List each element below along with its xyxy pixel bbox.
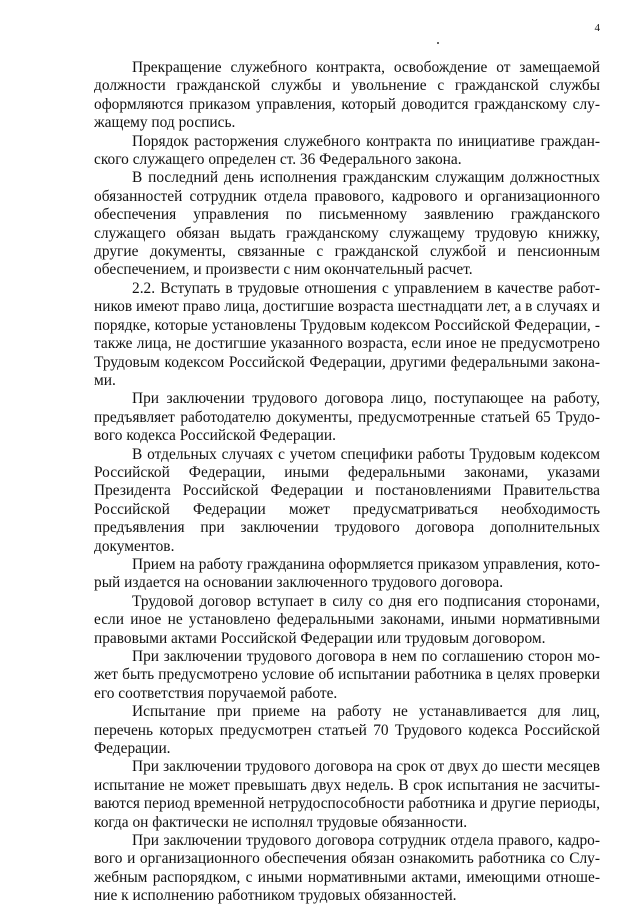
paragraph: При заключении трудового договора лицо, поступающее на работу, предъявляет работодателю документы, предусмотренные статьей 65 Трудового кодекса Российской Федерации.: [94, 390, 600, 445]
paragraph: Испытание при приеме на работу не устанавливается для лиц, перечень которых предусмотрен статьей 70 Трудового кодекса Российской Федерации.: [94, 703, 600, 758]
paragraph: В отдельных случаях с учетом специфики работы Трудовым кодексом Российской Федерации, иными федеральными законами, указами Президента Российской Федерации и постановлениями Правительства Российской Федерации может предусматриваться необходимость предъявления при заключении трудового договора дополнительных документов.: [94, 445, 600, 555]
paragraph: При заключении трудового договора на срок от двух до шести месяцев испытание не может превышать двух недель. В срок испытания не засчитываются период временной нетрудоспособности работника и другие периоды, когда он фактически не исполнял трудовые обязанности.: [94, 758, 600, 831]
paragraph: Прием на работу гражданина оформляется приказом управления, который издается на основании заключенного трудового договора.: [94, 555, 600, 592]
paragraph: Порядок расторжения служебного контракта по инициативе гражданского служащего определен ст. 36 Федерального закона.: [94, 132, 600, 169]
paragraph: При заключении трудового договора сотрудник отдела правого, кадрового и организационного обеспечения обязан ознакомить работника со Служебным распорядком, с иными нормативными актами, имеющими отношение к исполнению работником трудовых обязанностей.: [94, 832, 600, 905]
paragraph: Трудовой договор вступает в силу со дня его подписания сторонами, если иное не установлено федеральными законами, иными нормативными правовыми актами Российской Федерации или трудовым договором.: [94, 592, 600, 647]
paragraph: В последний день исполнения гражданским служащим должностных обязанностей сотрудник отдела правового, кадрового и организационного обеспечения управления по письменному заявлению гражданского служащего обязан выдать гражданскому служащему трудовую книжку, другие документы, связанные с гражданской службой и пенсионным обеспечением, и произвести с ним окончательный расчет.: [94, 169, 600, 279]
paragraph: При заключении трудового договора в нем по соглашению сторон может быть предусмотрено условие об испытании работника в целях проверки его соответствия поручаемой работе.: [94, 648, 600, 702]
paragraph: Прекращение служебного контракта, освобождение от замещаемой должности гражданской службы и увольнение с гражданской службы оформляются приказом управления, который доводится гражданскому служащему под роспись.: [94, 59, 600, 132]
document-body: [94, 59, 600, 906]
page-number: 4: [594, 22, 600, 34]
stray-mark: [437, 42, 439, 44]
paragraph: 2.2. Вступать в трудовые отношения с управлением в качестве работников имеют право лица, достигшие возраста шестнадцати лет, а в случаях и порядке, которые установлены Трудовым кодексом Российской Федерации, - также лица, не достигшие указанного возраста, если иное не предусмотрено Трудовым кодексом Российской Федерации, другими федеральными законами.: [94, 279, 600, 389]
